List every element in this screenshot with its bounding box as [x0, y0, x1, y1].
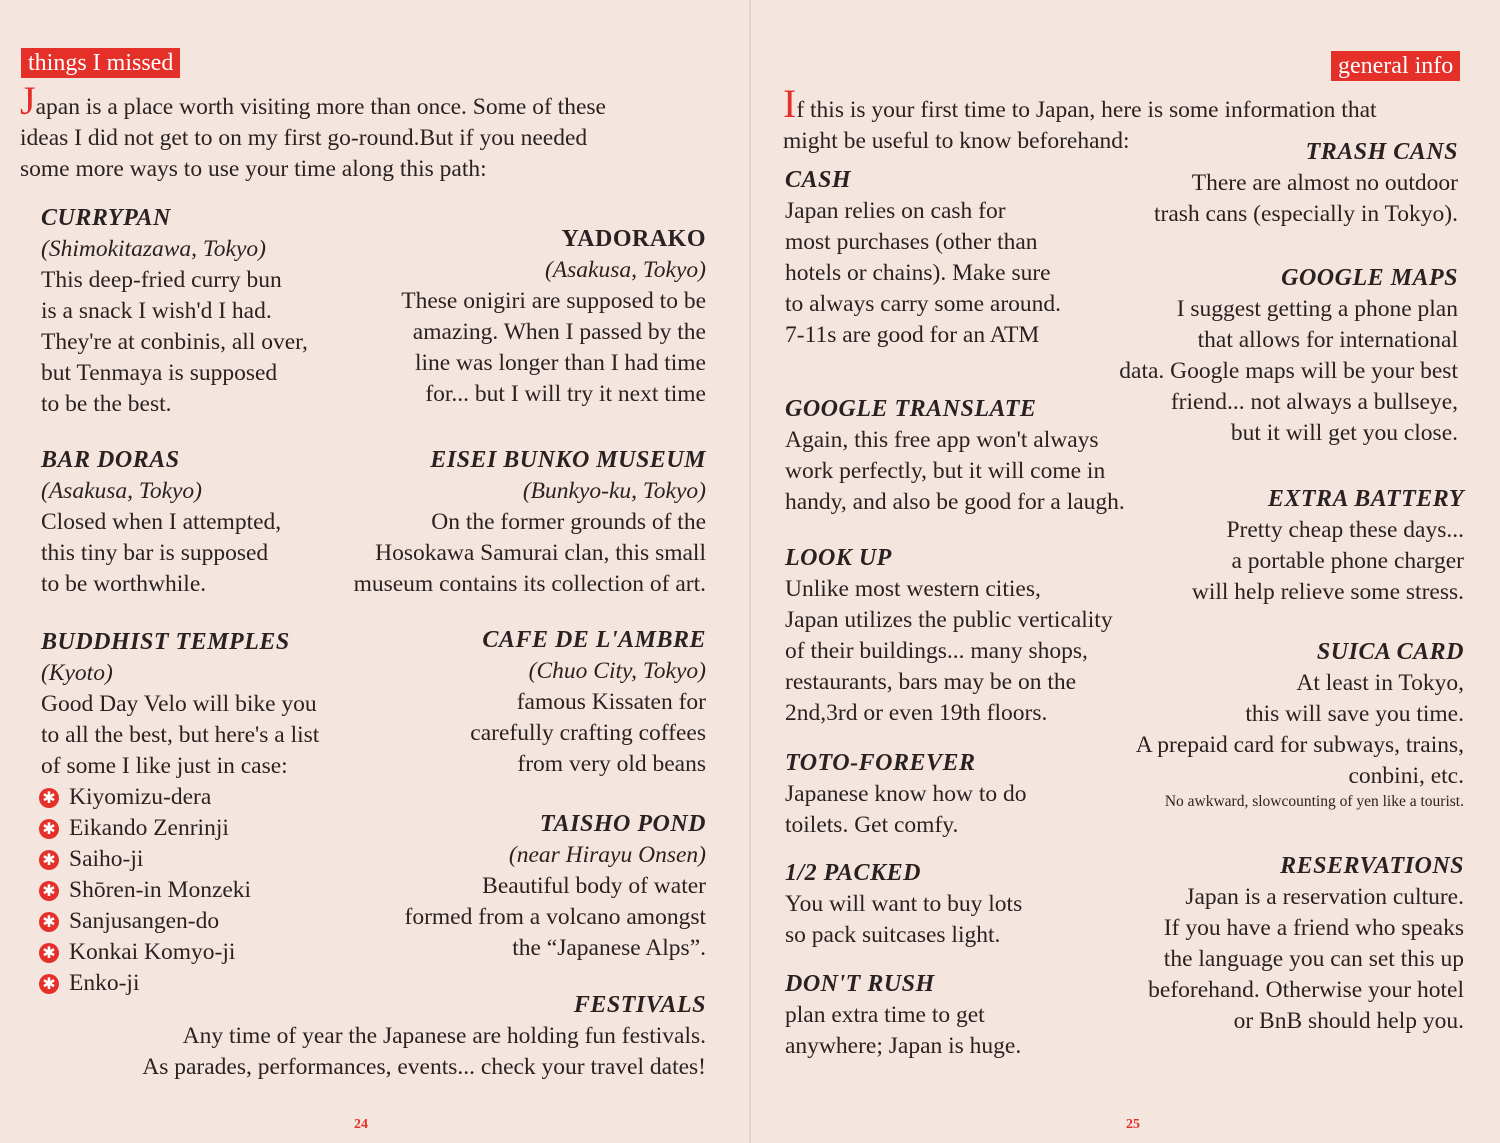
star-bullet-icon: ✱	[39, 912, 59, 932]
currypan-section	[41, 203, 361, 420]
star-bullet-icon: ✱	[39, 819, 59, 839]
section-title: EXTRA BATTERY	[1267, 486, 1464, 512]
page-gutter	[749, 0, 751, 1143]
star-bullet-icon: ✱	[39, 974, 59, 994]
section-body: Japanese know how to do toilets. Get comfy.	[785, 781, 1027, 838]
section-title: TOTO-FOREVER	[785, 750, 976, 776]
star-bullet-icon: ✱	[39, 850, 59, 870]
section-title: DON'T RUSH	[785, 971, 935, 997]
section-title: GOOGLE TRANSLATE	[785, 396, 1037, 422]
list-item-label: Sanjusangen-do	[69, 908, 220, 934]
intro-text: f this is your first time to Japan, here is some information that might be useful to know beforehand:	[783, 97, 1377, 154]
section-body: famous Kissaten for carefully crafting coffees from very old beans	[470, 689, 706, 777]
list-item-label: Konkai Komyo-ji	[69, 939, 236, 965]
section-body: These onigiri are supposed to be amazing. When I passed by the line was longer than I had time for... but I will try it next time	[401, 288, 706, 407]
section-title: CAFE DE L'AMBRE	[482, 627, 706, 653]
list-item-label: Enko-ji	[69, 970, 140, 996]
section-place: (near Hirayu Onsen)	[508, 842, 706, 868]
section-body: Good Day Velo will bike you to all the best, but here's a list of some I like just in case:	[41, 691, 320, 779]
section-title: YADORAKO	[561, 226, 706, 252]
list-item	[41, 782, 381, 813]
section-body: Any time of year the Japanese are holding fun festivals. As parades, performances, events... check your travel dates!	[142, 1023, 706, 1080]
trash-cans-section	[1100, 137, 1458, 230]
dont-rush-section	[785, 969, 1085, 1062]
section-title: TAISHO POND	[539, 811, 706, 837]
section-body: Closed when I attempted, this tiny bar is supposed to be worthwhile.	[41, 509, 282, 597]
section-body: There are almost no outdoor trash cans (especially in Tokyo).	[1154, 170, 1458, 227]
star-bullet-icon: ✱	[39, 881, 59, 901]
page-number-right: 25	[1126, 1117, 1140, 1132]
list-item	[41, 937, 381, 968]
suica-card-section	[1080, 637, 1464, 812]
star-bullet-icon: ✱	[39, 788, 59, 808]
section-place: (Bunkyo-ku, Tokyo)	[522, 478, 706, 504]
list-item	[41, 906, 381, 937]
section-title: EISEI BUNKO MUSEUM	[430, 447, 706, 473]
temples-section	[41, 627, 381, 999]
section-body: Beautiful body of water formed from a volcano amongst the “Japanese Alps”.	[404, 873, 706, 961]
section-tag-things-missed: things I missed	[21, 48, 180, 78]
section-title: CURRYPAN	[41, 205, 171, 231]
yadorako-section	[330, 224, 706, 410]
drop-cap: I	[783, 81, 797, 126]
section-body: At least in Tokyo, this will save you time. A prepaid card for subways, trains, conbini, etc.	[1135, 670, 1464, 789]
list-item-label: Kiyomizu-dera	[69, 784, 212, 810]
section-body: Unlike most western cities, Japan utilizes the public verticality of their buildings... many shops, restaurants, bars may be on the 2nd,3rd or even 19th floors.	[785, 576, 1113, 726]
section-body: Japan relies on cash for most purchases (other than hotels or chains). Make sure to always carry some around. 7-11s are good for an ATM	[785, 198, 1062, 348]
section-title: BAR DORAS	[41, 447, 180, 473]
section-body: Pretty cheap these days... a portable phone charger will help relieve some stress.	[1191, 517, 1464, 605]
section-body: I suggest getting a phone plan that allows for international data. Google maps will be your best friend... not always a bullseye, but it will get you close.	[1119, 296, 1458, 446]
section-title: LOOK UP	[785, 545, 892, 571]
list-item	[41, 844, 381, 875]
section-place: (Kyoto)	[41, 660, 113, 686]
list-item-label: Shōren-in Monzeki	[69, 877, 252, 903]
section-title: RESERVATIONS	[1280, 853, 1464, 879]
section-title: 1/2 PACKED	[785, 860, 921, 886]
list-item-label: Saiho-ji	[69, 846, 144, 872]
list-item-label: Eikando Zenrinji	[69, 815, 229, 841]
section-body: plan extra time to get anywhere; Japan is huge.	[785, 1002, 1022, 1059]
section-body: On the former grounds of the Hosokawa Samurai clan, this small museum contains its collection of art.	[353, 509, 706, 597]
page-number-left: 24	[354, 1117, 368, 1132]
section-place: (Shimokitazawa, Tokyo)	[41, 236, 266, 262]
section-body: Japan is a reservation culture. If you have a friend who speaks the language you can set this up beforehand. Otherwise your hotel or BnB should help you.	[1148, 884, 1464, 1034]
section-title: SUICA CARD	[1316, 639, 1464, 665]
temple-list	[41, 782, 381, 999]
section-body: You will want to buy lots so pack suitcases light.	[785, 891, 1023, 948]
festivals-section	[60, 990, 706, 1083]
list-item	[41, 875, 381, 906]
toto-section	[785, 748, 1085, 841]
list-item	[41, 813, 381, 844]
drop-cap: J	[20, 78, 36, 123]
cafe-section	[400, 625, 706, 780]
section-title: GOOGLE MAPS	[1281, 265, 1458, 291]
google-translate-section	[785, 394, 1175, 518]
section-title: BUDDHIST TEMPLES	[41, 629, 290, 655]
section-body: This deep-fried curry bun is a snack I wish'd I had. They're at conbinis, all over, but Tenmaya is supposed to be the best.	[41, 267, 308, 417]
section-title: FESTIVALS	[573, 992, 706, 1018]
eisei-section	[290, 445, 706, 600]
section-tag-general-info: general info	[1331, 51, 1460, 81]
section-title: CASH	[785, 167, 852, 193]
taisho-section	[350, 809, 706, 964]
section-note: No awkward, slowcounting of yen like a tourist.	[1164, 793, 1464, 810]
extra-battery-section	[1150, 484, 1464, 608]
section-title: TRASH CANS	[1305, 139, 1458, 165]
section-place: (Chuo City, Tokyo)	[528, 658, 706, 684]
left-intro	[20, 78, 720, 185]
intro-text: apan is a place worth visiting more than once. Some of these ideas I did not get to on my first go-round.But if you needed some more ways to use your time along this path:	[20, 94, 606, 182]
cash-section	[785, 165, 1115, 351]
section-place: (Asakusa, Tokyo)	[544, 257, 706, 283]
half-packed-section	[785, 858, 1085, 951]
reservations-section	[1090, 851, 1464, 1037]
star-bullet-icon: ✱	[39, 943, 59, 963]
section-place: (Asakusa, Tokyo)	[41, 478, 203, 504]
section-body: Again, this free app won't always work perfectly, but it will come in handy, and also be good for a laugh.	[785, 427, 1125, 515]
